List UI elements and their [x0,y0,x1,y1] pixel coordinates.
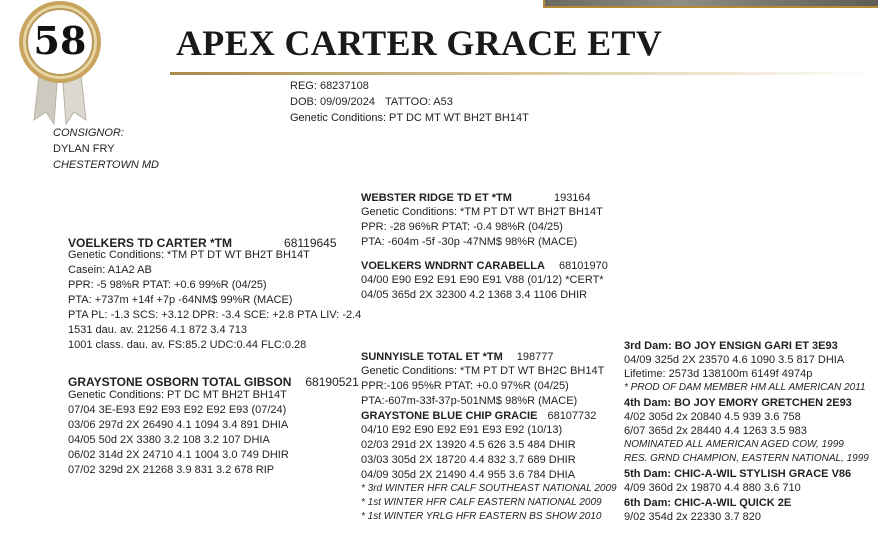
dam-dam-line: 02/03 291d 2X 13920 4.5 626 3.5 484 DHIR [361,439,576,451]
dam-dam-note: * 1st WINTER YRLG HFR EASTERN BS SHOW 2010 [361,511,602,522]
sire-line: PTA PL: -1.3 SCS: +3.12 DPR: -3.4 SCE: +2.8 PTA LIV: -2.4 [68,309,362,321]
lot-number: 58 [33,18,87,63]
sire-line: 1531 dau. av. 21256 4.1 872 3.4 713 [68,324,248,336]
fourth-dam-note: NOMINATED ALL AMERICAN AGED COW, 1999 [624,439,844,450]
sire-sire-line: Genetic Conditions: *TM PT DT WT BH2T BH14T [361,206,603,218]
dam-sire-header [361,350,554,365]
sire-line: Genetic Conditions: *TM PT DT WT BH2T BH14T [68,249,310,261]
sire-dam-name: VOELKERS WNDRNT CARABELLA [361,260,545,272]
dam-reg: 68190521 [305,375,359,389]
dam-dam-line: 04/09 305d 2X 21490 4.4 955 3.6 784 DHIA [361,469,576,481]
dam-dam-name: GRAYSTONE BLUE CHIP GRACIE [361,410,538,422]
sire-line: PPR: -5 98%R PTAT: +0.6 99%R (04/25) [68,279,267,291]
dam-dam-note: * 1st WINTER HFR CALF EASTERN NATIONAL 2009 [361,497,602,508]
sire-line: Casein: A1A2 AB [68,264,152,276]
dam-name: GRAYSTONE OSBORN TOTAL GIBSON [68,375,292,389]
sixth-dam-line: 9/02 354d 2x 22330 3.7 820 [624,511,762,523]
consignor-location: CHESTERTOWN MD [53,159,159,171]
third-dam-name: 3rd Dam: BO JOY ENSIGN GARI ET 3E93 [624,340,838,352]
sire-dam-line: 04/05 365d 2X 32300 4.2 1368 3.4 1106 DHIR [361,289,588,301]
page-title: APEX CARTER GRACE ETV [176,23,663,63]
tattoo: TATTOO: A53 [385,96,453,108]
dob-tattoo-line [290,95,453,110]
sire-dam-header [361,259,608,274]
third-dam-line: 04/09 325d 2X 23570 4.6 1090 3.5 817 DHIA [624,354,845,366]
dam-sire-name: SUNNYISLE TOTAL ET *TM [361,351,503,363]
fifth-dam-line: 4/09 360d 2x 19870 4.4 880 3.6 710 [624,482,801,494]
sixth-dam-name: 6th Dam: CHIC-A-WIL QUICK 2E [624,497,792,509]
third-dam-note: * PROD OF DAM MEMBER HM ALL AMERICAN 2011 [624,382,866,393]
consignor-name: DYLAN FRY [53,143,115,155]
sire-name: VOELKERS TD CARTER *TM [68,236,233,250]
dob: DOB: 09/09/2024 [290,96,376,108]
sire-sire-line: PTA: -604m -5f -30p -47NM$ 98%R (MACE) [361,236,578,248]
dam-line: Genetic Conditions: PT DC MT BH2T BH14T [68,389,287,401]
reg-number: REG: 68237108 [290,80,369,92]
dam-sire-reg: 198777 [516,351,554,363]
consignor-label: CONSIGNOR: [53,127,124,139]
sire-sire-name: WEBSTER RIDGE TD ET *TM [361,192,512,204]
sire-line: 1001 class. dau. av. FS:85.2 UDC:0.44 FLC:0.28 [68,339,307,351]
dam-dam-reg: 68107732 [547,410,597,422]
dam-line: 07/04 3E-E93 E92 E93 E92 E92 E93 (07/24) [68,404,287,416]
sire-sire-header [361,191,591,206]
dam-line: 04/05 50d 2X 3380 3.2 108 3.2 107 DHIA [68,434,270,446]
dam-dam-header [361,409,596,424]
sire-sire-line: PPR: -28 96%R PTAT: -0.4 98%R (04/25) [361,221,563,233]
sire-dam-line: 04/00 E90 E92 E91 E90 E91 V88 (01/12) *CERT* [361,274,604,286]
fifth-dam-name: 5th Dam: CHIC-A-WIL STYLISH GRACE V86 [624,468,852,480]
dam-line: 03/06 297d 2X 26490 4.1 1094 3.4 891 DHIA [68,419,289,431]
third-dam-line: Lifetime: 2573d 138100m 6149f 4974p [624,368,813,380]
dam-line: 07/02 329d 2X 21268 3.9 831 3.2 678 RIP [68,464,275,476]
fourth-dam-line: 4/02 305d 2x 20840 4.5 939 3.6 758 [624,411,801,423]
dam-sire-line: PTA:-607m-33f-37p-501NM$ 98%R (MACE) [361,395,578,407]
dam-sire-line: Genetic Conditions: *TM PT DT WT BH2C BH14T [361,365,605,377]
sire-dam-reg: 68101970 [558,260,608,272]
sire-sire-reg: 193164 [553,192,591,204]
dam-line: 06/02 314d 2X 24710 4.1 1004 3.0 749 DHIR [68,449,289,461]
dam-dam-note: * 3rd WINTER HFR CALF SOUTHEAST NATIONAL 2009 [361,483,617,494]
sire-line: PTA: +737m +14f +7p -64NM$ 99%R (MACE) [68,294,293,306]
fourth-dam-note: RES. GRND CHAMPION, EASTERN NATIONAL, 1999 [624,453,869,464]
photo-edge [543,0,878,8]
fourth-dam-name: 4th Dam: BO JOY EMORY GRETCHEN 2E93 [624,397,852,409]
fourth-dam-line: 6/07 365d 2x 28440 4.4 1263 3.5 983 [624,425,807,437]
genetic-conditions: Genetic Conditions: PT DC MT WT BH2T BH14T [290,112,529,124]
dam-sire-line: PPR:-106 95%R PTAT: +0.0 97%R (04/25) [361,380,569,392]
dam-dam-line: 03/03 305d 2X 18720 4.4 832 3.7 689 DHIR [361,454,576,466]
sire-reg: 68119645 [284,236,337,250]
title-divider [170,72,878,75]
dam-dam-line: 04/10 E92 E90 E92 E91 E93 E92 (10/13) [361,424,563,436]
